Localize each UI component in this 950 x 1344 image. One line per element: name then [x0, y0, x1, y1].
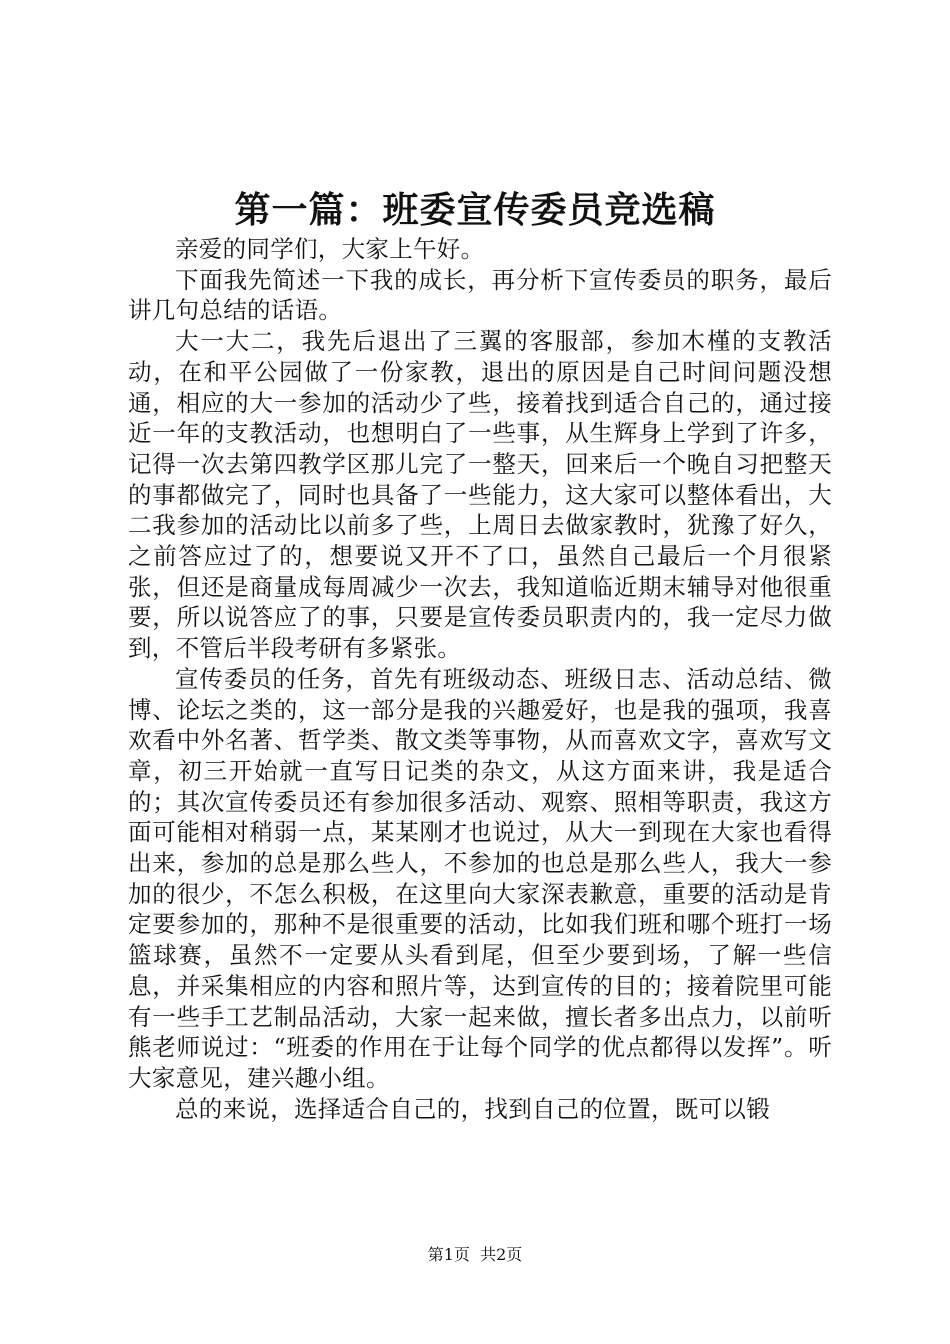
- page-footer: [0, 1244, 950, 1266]
- document-body: [128, 234, 832, 1124]
- paragraph-outline: 下面我先简述一下我的成长，再分析下宣传委员的职务，最后讲几句总结的话语。: [128, 265, 832, 325]
- page-number: 第1页 共2页: [427, 1245, 523, 1264]
- paragraph-experience: 大一大二，我先后退出了三翼的客服部，参加木槿的支教活动，在和平公园做了一份家教，退出的原因是自己时间问题没想通，相应的大一参加的活动少了些，接着找到适合自己的，通过接近一年的支教活动，也想明白了一些事，从生辉身上学到了许多，记得一次去第四教学区那儿完了一整天，回来后一个晚自习把整天的事都做完了，同时也具备了一些能力，这大家可以整体看出，大二我参加的活动比以前多了些，上周日去做家教时，犹豫了好久，之前答应过了的，想要说又开不了口，虽然自己最后一个月很紧张，但还是商量成每周减少一次去，我知道临近期末辅导对他很重要，所以说答应了的事，只要是宣传委员职责内的，我一定尽力做到，不管后半段考研有多紧张。: [128, 327, 832, 663]
- paragraph-duties: 宣传委员的任务，首先有班级动态、班级日志、活动总结、微博、论坛之类的，这一部分是我的兴趣爱好，也是我的强项，我喜欢看中外名著、哲学类、散文类等事物，从而喜欢文字，喜欢写文章，初三开始就一直写日记类的杂文，从这方面来讲，我是适合的；其次宣传委员还有参加很多活动、观察、照相等职责，我这方面可能相对稍弱一点，某某刚才也说过，从大一到现在大家也看得出来，参加的总是那么些人，不参加的也总是那么些人，我大一参加的很少，不怎么积极，在这里向大家深表歉意，重要的活动是肯定要参加的，那种不是很重要的活动，比如我们班和哪个班打一场篮球赛，虽然不一定要从头看到尾，但至少要到场，了解一些信息，并采集相应的内容和照片等，达到宣传的目的；接着院里可能有一些手工艺制品活动，大家一起来做，擅长者多出点力，以前听熊老师说过：“班委的作用在于让每个同学的优点都得以发挥”。听大家意见，建兴趣小组。: [128, 664, 832, 1092]
- paragraph-summary: 总的来说，选择适合自己的，找到自己的位置，既可以锻: [175, 1094, 770, 1123]
- paragraph-greeting: 亲爱的同学们，大家上午好。: [175, 235, 485, 263]
- page-title: 第一篇：班委宣传委员竞选稿: [234, 189, 716, 231]
